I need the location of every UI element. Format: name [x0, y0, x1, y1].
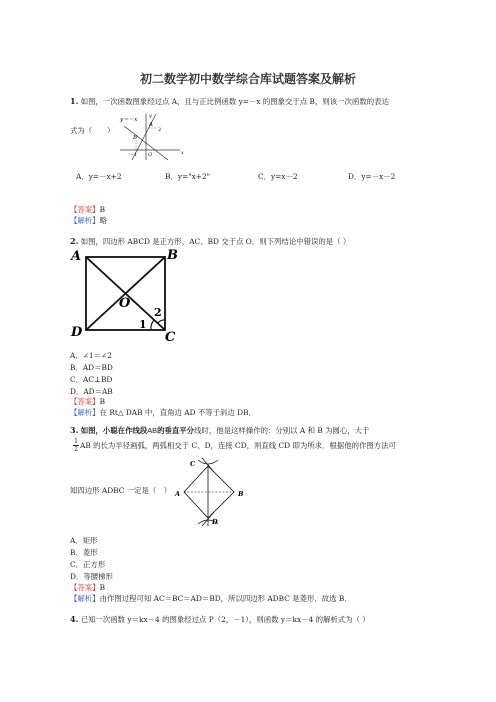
q3-label-a: A — [175, 490, 181, 498]
q1-origin: O — [148, 152, 153, 158]
q3-option-d: D．等腰梯形 — [70, 572, 113, 581]
q1-option-d: D．y=－x－2 — [348, 172, 396, 181]
q3-fraction-denominator: 2 — [74, 446, 78, 453]
q3-answer-tag: 【答案】 — [70, 583, 100, 592]
q3-stem-line2: AB 的长为半径画弧，两弧相交于 C、D，连接 CD，则直线 CD 即为所求．根据他的作图方法可 — [80, 441, 396, 450]
q1-analysis — [70, 216, 107, 226]
q2-stem — [70, 236, 350, 247]
q1-value-neg1: －1 — [129, 152, 138, 158]
q3-answer-value: B — [99, 583, 106, 592]
q1-point-b: B — [133, 135, 138, 141]
q2-analysis-text: 在 Rt△ DAB 中，直角边 AD 不等于斜边 DB． — [99, 408, 256, 417]
q2-option-d: D．AD＝AB — [70, 387, 113, 396]
q3-figure — [172, 456, 252, 528]
q2-label-b: B — [167, 248, 178, 263]
q1-x-axis-label: x — [181, 150, 184, 156]
q4-stem — [70, 614, 370, 625]
q1-answer — [70, 205, 105, 215]
q2-label-a: A — [71, 249, 82, 264]
q2-stem-text: 如图，四边形 ABCD 是正方形，AC、BD 交于点 O．则下列结论中错误的是（ ） — [80, 237, 351, 246]
q3-fraction — [73, 438, 79, 453]
q3-analysis-text: 由作图过程可知 AC＝BC＝AD＝BD，所以四边形 ADBC 是菱形．故选 B． — [99, 594, 352, 603]
q3-option-c: C．正方形 — [70, 560, 106, 569]
q3-option-b: B．菱形 — [70, 548, 98, 557]
q2-figure — [68, 248, 183, 343]
q1-point-a: A — [149, 122, 153, 128]
q1-option-c: C．y=x－2 — [258, 172, 298, 181]
q2-answer-value: B — [99, 397, 106, 406]
q3-label-d: D — [212, 518, 218, 526]
q1-stem-line2: 式为（ ） — [70, 126, 115, 135]
q3-stem-ab: AB — [147, 426, 158, 435]
q2-angle2-label: 2 — [154, 306, 162, 319]
q1-option-a: A．y=－x+2 — [76, 172, 122, 181]
q3-stem-bold2: 的垂直平分 — [157, 426, 195, 435]
q2-answer — [70, 397, 105, 407]
q3-analysis-tag: 【解析】 — [70, 594, 100, 603]
q1-y-axis-label: y — [149, 113, 152, 119]
q2-option-b: B．AD＝BD — [70, 363, 113, 372]
q1-figure — [112, 110, 192, 162]
q1-analysis-tag: 【解析】 — [70, 216, 100, 225]
q1-number: 1. — [70, 96, 79, 106]
q3-stem-rest: 线时，他是这样操作的：分别以 A 和 B 为圆心，大于 — [194, 426, 370, 435]
q1-value-2: 2 — [158, 127, 162, 133]
q2-option-c: C．AC⊥BD — [70, 375, 113, 384]
q3-stem-line3: 知四边形 ADBC 一定是（ ） — [70, 486, 172, 495]
q1-line-label: y＝－x — [120, 117, 138, 123]
q2-label-d: D — [71, 325, 83, 340]
page-title: 初二数学初中数学综合库试题答案及解析 — [139, 72, 356, 86]
q3-fraction-numerator: 1 — [74, 438, 78, 445]
q3-stem-line1 — [70, 425, 369, 436]
q2-option-a: A．∠1＝∠2 — [70, 351, 112, 360]
q3-arc-top-1 — [198, 460, 218, 464]
q2-answer-tag: 【答案】 — [70, 397, 100, 406]
q1-answer-value: B — [99, 205, 106, 214]
q3-analysis — [70, 594, 352, 604]
q3-stem-bold: 如图，小聪在作线段 — [80, 426, 148, 435]
q3-label-b: B — [238, 490, 244, 498]
q2-label-c: C — [165, 330, 176, 343]
q2-angle1-arc — [151, 320, 154, 330]
q4-number: 4. — [70, 614, 79, 624]
q1-option-b: B．y="x+2" — [165, 172, 211, 181]
q2-angle1-label: 1 — [139, 318, 147, 331]
q3-number: 3. — [70, 425, 79, 435]
q1-stem-text: 如图，一次函数图象经过点 A，且与正比例函数 y=－x 的图象交于点 B，则该一次函数的表达 — [80, 97, 389, 106]
q3-option-a: A．矩形 — [70, 536, 98, 545]
q1-stem-line1 — [70, 96, 389, 107]
q2-angle2-arc — [158, 320, 165, 323]
q4-stem-text: 已知一次函数 y＝kx－4 的图象经过点 P（2，－1），则函数 y＝kx－4 的解析式为（ ） — [80, 615, 370, 624]
q2-analysis-tag: 【解析】 — [70, 408, 100, 417]
q3-answer — [70, 583, 105, 593]
q2-analysis — [70, 408, 256, 418]
q1-answer-tag: 【答案】 — [70, 205, 100, 214]
q2-number: 2. — [70, 236, 79, 246]
q1-analysis-text: 略 — [99, 216, 107, 225]
q2-label-o: O — [119, 296, 131, 311]
q3-label-c: C — [190, 460, 196, 468]
